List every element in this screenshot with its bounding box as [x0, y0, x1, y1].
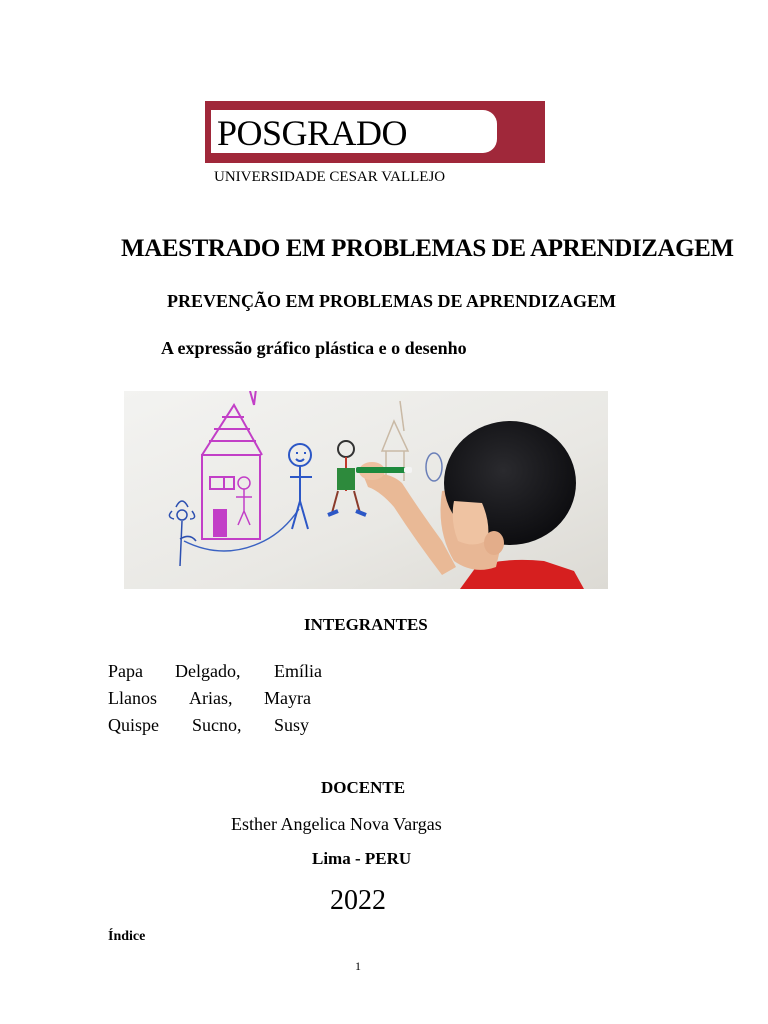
member-surname2: Sucno, [192, 715, 242, 735]
location: Lima - PERU [312, 849, 412, 868]
member-name: Mayra [264, 688, 311, 708]
index-heading: Índice [108, 929, 146, 944]
page-number: 1 [355, 959, 361, 973]
banner-title: POSGRADO [217, 113, 408, 153]
course-title: PREVENÇÃO EM PROBLEMAS DE APRENDIZAGEM [167, 291, 617, 311]
university-name: UNIVERSIDADE CESAR VALLEJO [214, 169, 446, 185]
topic-subtitle: A expressão gráfico plástica e o desenho [161, 338, 467, 358]
year: 2022 [330, 885, 386, 916]
member-name: Emília [274, 661, 322, 681]
member-surname1: Papa [108, 661, 143, 681]
child-drawing-photo [124, 391, 608, 589]
teacher-name: Esther Angelica Nova Vargas [231, 814, 442, 834]
members-heading: INTEGRANTES [304, 615, 428, 634]
program-title: MAESTRADO EM PROBLEMAS DE APRENDIZAGEM [121, 235, 734, 262]
member-surname1: Llanos [108, 688, 157, 708]
member-surname1: Quispe [108, 715, 159, 735]
teacher-heading: DOCENTE [321, 778, 406, 797]
member-surname2: Arias, [189, 688, 233, 708]
member-name: Susy [274, 715, 310, 735]
member-surname2: Delgado, [175, 661, 241, 681]
